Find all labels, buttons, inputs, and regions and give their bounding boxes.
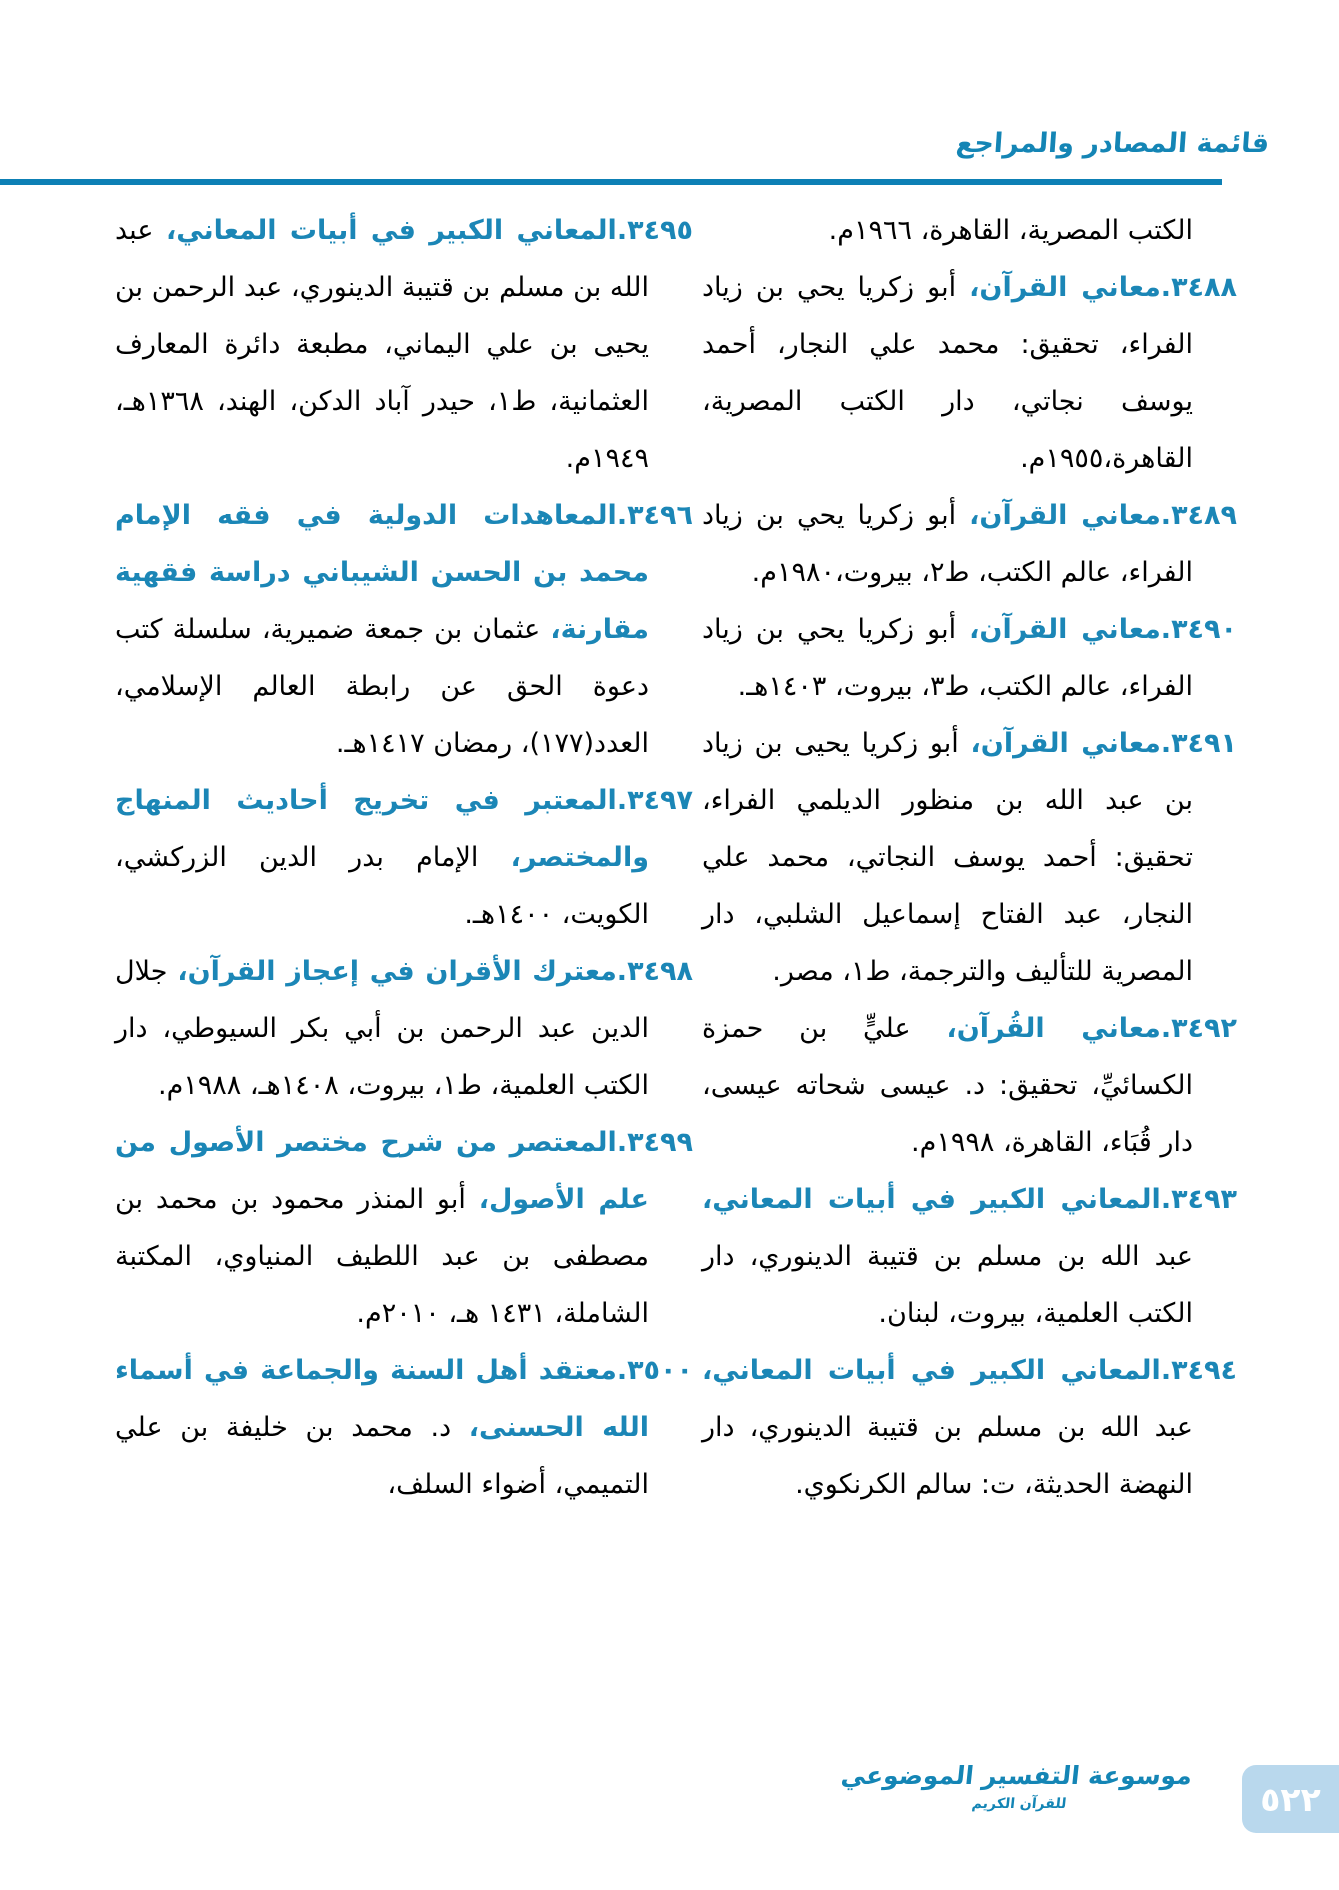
entry-title: معتقد أهل السنة والجماعة في أسماء الله الحسنى،	[115, 1355, 649, 1443]
bib-entry	[115, 772, 693, 943]
entry-text: عثمان بن جمعة ضميرية، سلسلة كتب دعوة الحق عن رابطة العالم الإسلامي، العدد(١٧٧)، رمضان ١٤١٧هـ.	[115, 614, 649, 759]
entry-number: ٣٥٠٠.	[616, 1355, 693, 1386]
bib-entry	[702, 202, 1193, 259]
entry-title: معاني القُرآن،	[946, 1013, 1161, 1044]
logo-main-text: موسوعة التفسير الموضوعي	[839, 1761, 1194, 1790]
entry-number: ٣٤٩٧.	[616, 785, 693, 816]
entry-title: معترك الأقران في إعجاز القرآن،	[177, 956, 617, 987]
column-left	[115, 202, 693, 1513]
entry-title: المعتبر في تخريج أحاديث المنهاج والمختصر،	[115, 785, 649, 873]
bib-entry	[702, 715, 1237, 1000]
entry-text: عليٍّ بن حمزة الكسائيِّ، تحقيق: د. عيسى شحاته عيسى، دار قُبَاء، القاهرة، ١٩٩٨م.	[702, 1013, 1193, 1158]
bib-entry	[115, 943, 693, 1114]
bib-entry	[702, 1000, 1237, 1171]
entry-title: معاني القرآن،	[969, 272, 1161, 303]
bib-entry	[115, 1114, 693, 1342]
entry-number: ٣٤٩١.	[1160, 728, 1237, 759]
entry-number: ٣٤٩٥.	[616, 215, 693, 246]
bib-entry	[702, 601, 1237, 715]
entry-text: الإمام بدر الدين الزركشي، الكويت، ١٤٠٠هـ.	[115, 842, 649, 930]
bib-entry	[702, 259, 1237, 487]
entry-title: المعتصر من شرح مختصر الأصول من علم الأصول،	[115, 1127, 649, 1215]
entry-text: جلال الدين عبد الرحمن بن أبي بكر السيوطي، دار الكتب العلمية، ط١، بيروت، ١٤٠٨هـ، ١٩٨٨م.	[115, 956, 649, 1101]
header-rule	[0, 179, 1222, 185]
entry-text: الكتب المصرية، القاهرة، ١٩٦٦م.	[828, 215, 1193, 246]
entry-title: المعاهدات الدولية في فقه الإمام محمد بن الحسن الشيباني دراسة فقهية مقارنة،	[115, 500, 649, 645]
entry-number: ٣٤٩٩.	[616, 1127, 693, 1158]
entry-text: أبو المنذر محمود بن محمد بن مصطفى بن عبد اللطيف المنياوي، المكتبة الشاملة، ١٤٣١ هـ، ٢٠١٠م.	[115, 1184, 649, 1329]
bib-entry	[115, 202, 693, 487]
entry-text: أبو زكريا يحي بن زياد الفراء، تحقيق: محمد علي النجار، أحمد يوسف نجاتي، دار الكتب المصرية، القاهرة،١٩٥٥م.	[702, 272, 1193, 474]
entry-title: المعاني الكبير في أبيات المعاني،	[702, 1355, 1161, 1386]
bib-entry	[702, 1342, 1237, 1513]
entry-number: ٣٤٩٣.	[1160, 1184, 1237, 1215]
logo-sub-text: للقرآن الكريم	[971, 1796, 1068, 1812]
entry-text: أبو زكريا يحيى بن زياد بن عبد الله بن منظور الديلمي الفراء، تحقيق: أحمد يوسف النجاتي، محمد علي النجار، عبد الفتاح إسماعيل الشلبي، دار المصرية للتأليف والترجمة، ط١، مصر.	[702, 728, 1193, 987]
column-right	[702, 202, 1237, 1513]
entry-number: ٣٤٩٤.	[1160, 1355, 1237, 1386]
bib-entry	[702, 487, 1237, 601]
entry-number: ٣٤٩٠.	[1160, 614, 1237, 645]
entry-number: ٣٤٨٩.	[1160, 500, 1237, 531]
entry-text: عبد الله بن مسلم بن قتيبة الدينوري، عبد الرحمن بن يحيى بن علي اليماني، مطبعة دائرة المعارف العثمانية، ط١، حيدر آباد الدكن، الهند، ١٣٦٨هـ، ١٩٤٩م.	[115, 215, 649, 474]
entry-title: معاني القرآن،	[969, 614, 1161, 645]
entry-title: معاني القرآن،	[969, 500, 1161, 531]
entry-text: أبو زكريا يحي بن زياد الفراء، عالم الكتب، ط٢، بيروت،١٩٨٠م.	[702, 500, 1193, 588]
entry-text: عبد الله بن مسلم بن قتيبة الدينوري، دار الكتب العلمية، بيروت، لبنان.	[702, 1241, 1193, 1329]
page-number: ٥٢٢	[1260, 1779, 1321, 1819]
entry-number: ٣٤٩٨.	[616, 956, 693, 987]
bib-entry	[115, 487, 693, 772]
entry-text: د. محمد بن خليفة بن علي التميمي، أضواء السلف،	[115, 1412, 649, 1500]
entry-title: المعاني الكبير في أبيات المعاني،	[165, 215, 617, 246]
page-header-title: قائمة المصادر والمراجع	[954, 128, 1271, 159]
entry-number: ٣٤٨٨.	[1160, 272, 1237, 303]
footer-logo	[839, 1758, 1194, 1814]
entry-title: المعاني الكبير في أبيات المعاني،	[702, 1184, 1161, 1215]
entry-text: أبو زكريا يحي بن زياد الفراء، عالم الكتب، ط٣، بيروت، ١٤٠٣هـ.	[702, 614, 1193, 702]
entry-text: عبد الله بن مسلم بن قتيبة الدينوري، دار النهضة الحديثة، ت: سالم الكرنكوي.	[702, 1412, 1193, 1500]
page-number-badge	[1242, 1765, 1339, 1833]
bib-entry	[115, 1342, 693, 1513]
bib-entry	[702, 1171, 1237, 1342]
entry-title: معاني القرآن،	[970, 728, 1161, 759]
entry-number: ٣٤٩٢.	[1160, 1013, 1237, 1044]
entry-number: ٣٤٩٦.	[616, 500, 693, 531]
